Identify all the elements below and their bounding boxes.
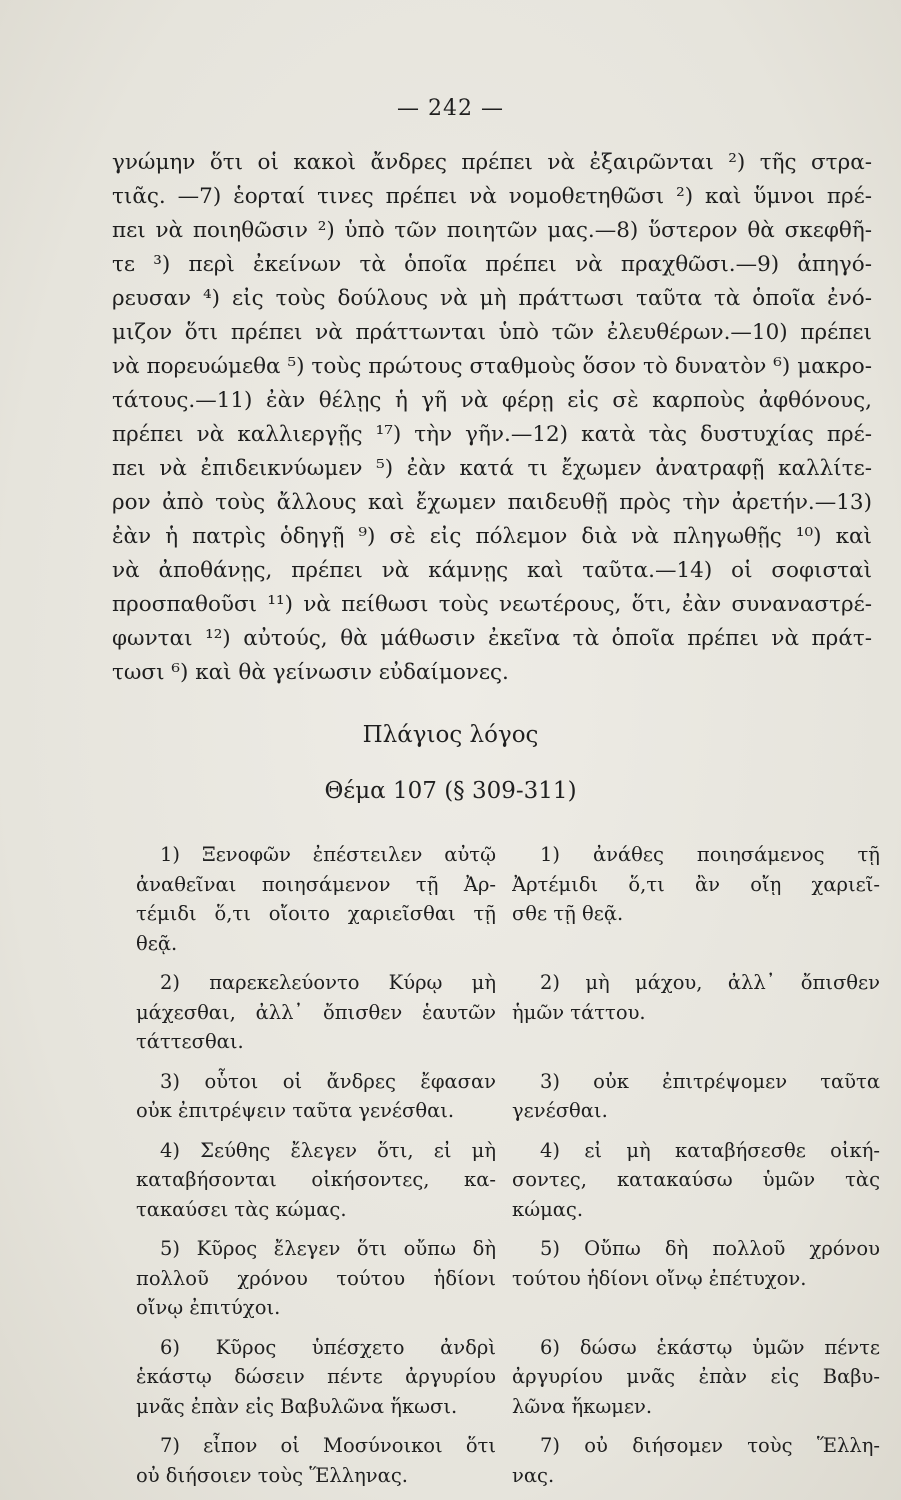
exercise-item	[136, 968, 496, 1057]
exercise-line: μνᾶς ἐπὰν εἰς Βαβυλῶνα ἥκωσι.	[136, 1394, 458, 1418]
exercise-line: τέμιδι ὅ,τι οἴοιτο χαριεῖσθαι τῇ	[136, 902, 496, 925]
exercise-line: 3) οὐκ ἐπιτρέψομεν ταῦτα	[540, 1069, 880, 1093]
exercise-line: ἡμῶν τάττου.	[512, 1000, 646, 1024]
exercise-line: θεᾷ.	[136, 931, 178, 955]
prose-line: τιᾶς. —7) ἑορταί τινες πρέπει νὰ νομοθετηθῶσι ²) καὶ ὕμνοι πρέ-	[112, 184, 872, 209]
exercise-item	[512, 1067, 880, 1126]
exercise-item	[136, 1067, 496, 1126]
prose-line: γνώμην ὅτι οἱ κακοὶ ἄνδρες πρέπει νὰ ἐξαιρῶνται ²) τῆς στρα-	[112, 150, 872, 175]
exercise-line: σοντες, κατακαύσω ὑμῶν τὰς	[512, 1168, 880, 1191]
exercise-line: 4) εἰ μὴ καταβήσεσθε οἰκή-	[540, 1138, 880, 1162]
exercise-line: τούτου ἡδίονι οἴνῳ ἐπέτυχον.	[512, 1266, 807, 1290]
exercise-line: 6) δώσω ἑκάστῳ ὑμῶν πέντε	[540, 1335, 880, 1359]
prose-line: πρέπει νὰ καλλιεργῇς ¹⁷) τὴν γῆν.—12) κατὰ τὰς δυστυχίας πρέ-	[112, 422, 872, 447]
prose-line: τάτους.—11) ἐὰν θέλῃς ἡ γῆ νὰ φέρῃ εἰς σὲ καρποὺς ἀφθόνους,	[112, 388, 872, 413]
prose-line: τωσι ⁶) καὶ θὰ γείνωσιν εὐδαίμονες.	[112, 660, 509, 685]
exercise-line: 1) ἀνάθες ποιησάμενος τῇ	[540, 843, 880, 866]
exercise-line: 5) Οὔπω δὴ πολλοῦ χρόνου	[540, 1237, 880, 1260]
exercise-line: τακαύσει τὰς κώμας.	[136, 1197, 347, 1221]
right-column-greek-direct-speech	[512, 840, 880, 1500]
prose-line: προσπαθοῦσι ¹¹) νὰ πείθωσι τοὺς νεωτέρους, ὅτι, ἐὰν συναναστρέ-	[112, 592, 872, 617]
exercise-line: 6) Κῦρος ὑπέσχετο ἀνδρὶ	[160, 1335, 496, 1359]
exercise-line: κώμας.	[512, 1197, 584, 1221]
prose-line: ρον ἀπὸ τοὺς ἄλλους καὶ ἔχωμεν παιδευθῇ πρὸς τὴν ἀρετήν.—13)	[112, 490, 872, 515]
page-number: — 242 —	[397, 96, 504, 121]
exercise-line: 4) Σεύθης ἔλεγεν ὅτι, εἰ μὴ	[160, 1138, 496, 1162]
exercise-line: ἀναθεῖναι ποιησάμενον τῇ Ἀρ-	[136, 872, 496, 896]
exercise-line: 3) οὗτοι οἱ ἄνδρες ἔφασαν	[160, 1069, 496, 1093]
exercise-line: λῶνα ἥκωμεν.	[512, 1394, 653, 1418]
exercise-line: οἴνῳ ἐπιτύχοι.	[136, 1296, 281, 1319]
section-title: Πλάγιος λόγος	[362, 722, 539, 748]
exercise-line: οὐ διήσοιεν τοὺς Ἕλληνας.	[136, 1463, 408, 1487]
exercise-line: σθε τῇ θεᾷ.	[512, 902, 624, 925]
exercise-item	[512, 1431, 880, 1490]
prose-line: φωνται ¹²) αὐτούς, θὰ μάθωσιν ἐκεῖνα τὰ ὁποῖα πρέπει νὰ πράτ-	[112, 626, 872, 651]
exercise-line: 7) εἶπον οἱ Μοσύνοικοι ὅτι	[160, 1434, 496, 1457]
exercise-line: ἑκάστῳ δώσειν πέντε ἀργυρίου	[136, 1365, 496, 1388]
exercise-line: 2) παρεκελεύοντο Κύρῳ μὴ	[160, 971, 496, 994]
exercise-item	[512, 968, 880, 1057]
prose-line: πει νὰ ποιηθῶσιν ²) ὑπὸ τῶν ποιητῶν μας.—8) ὕστερον θὰ σκεφθῆ-	[112, 218, 872, 243]
prose-line: μιζον ὅτι πρέπει νὰ πράττωνται ὑπὸ τῶν ἐλευθέρων.—10) πρέπει	[112, 320, 872, 345]
exercise-item	[136, 1136, 496, 1225]
theme-title: Θέμα 107 (§ 309-311)	[324, 778, 577, 804]
exercise-line: οὐκ ἐπιτρέψειν ταῦτα γενέσθαι.	[136, 1099, 455, 1122]
exercise-line: 1) Ξενοφῶν ἐπέστειλεν αὐτῷ	[160, 843, 496, 866]
exercise-item	[136, 1234, 496, 1323]
prose-line: τε ³) περὶ ἐκείνων τὰ ὁποῖα πρέπει νὰ πραχθῶσι.—9) ἀπηγό-	[112, 252, 872, 277]
exercise-line: πολλοῦ χρόνου τούτου ἡδίονι	[136, 1266, 496, 1290]
exercise-line: Ἀρτέμιδι ὅ,τι ἂν οἴῃ χαριεῖ-	[512, 872, 880, 896]
exercise-item	[512, 1333, 880, 1422]
exercise-item	[512, 840, 880, 958]
exercise-line: καταβήσονται οἰκήσοντες, κα-	[136, 1168, 496, 1191]
exercise-item	[512, 1234, 880, 1323]
prose-line: πει νὰ ἐπιδεικνύωμεν ⁵) ἐὰν κατά τι ἔχωμεν ἀνατραφῇ καλλίτε-	[112, 456, 872, 481]
exercise-line: νας.	[512, 1463, 555, 1487]
prose-paragraph	[112, 146, 872, 690]
exercise-line: 7) οὐ διήσομεν τοὺς Ἕλλη-	[540, 1434, 880, 1457]
exercise-line: μάχεσθαι, ἀλλ᾽ ὄπισθεν ἑαυτῶν	[136, 1000, 496, 1024]
exercise-line: γενέσθαι.	[512, 1099, 608, 1122]
exercise-line: ἀργυρίου μνᾶς ἐπὰν εἰς Βαβυ-	[512, 1365, 880, 1388]
exercise-item	[512, 1136, 880, 1225]
exercise-line: 5) Κῦρος ἔλεγεν ὅτι οὔπω δὴ	[160, 1237, 496, 1260]
left-column-greek-originals	[136, 840, 496, 1500]
prose-line: ρευσαν ⁴) εἰς τοὺς δούλους νὰ μὴ πράττωσι ταῦτα τὰ ὁποῖα ἐνό-	[112, 286, 872, 311]
prose-line: ἐὰν ἡ πατρὶς ὁδηγῇ ⁹) σὲ εἰς πόλεμον διὰ νὰ πληγωθῇς ¹⁰) καὶ	[112, 524, 872, 549]
exercise-item	[136, 1431, 496, 1490]
exercise-item	[136, 1333, 496, 1422]
exercise-line: τάττεσθαι.	[136, 1030, 244, 1053]
exercise-line: 2) μὴ μάχου, ἀλλ᾽ ὄπισθεν	[540, 971, 880, 994]
exercise-item	[136, 840, 496, 958]
prose-line: νὰ πορευώμεθα ⁵) τοὺς πρώτους σταθμοὺς ὅσον τὸ δυνατὸν ⁶) μακρο-	[112, 354, 872, 379]
prose-line: νὰ ἀποθάνῃς, πρέπει νὰ κάμνῃς καὶ ταῦτα.—14) οἱ σοφισταὶ	[112, 558, 872, 583]
